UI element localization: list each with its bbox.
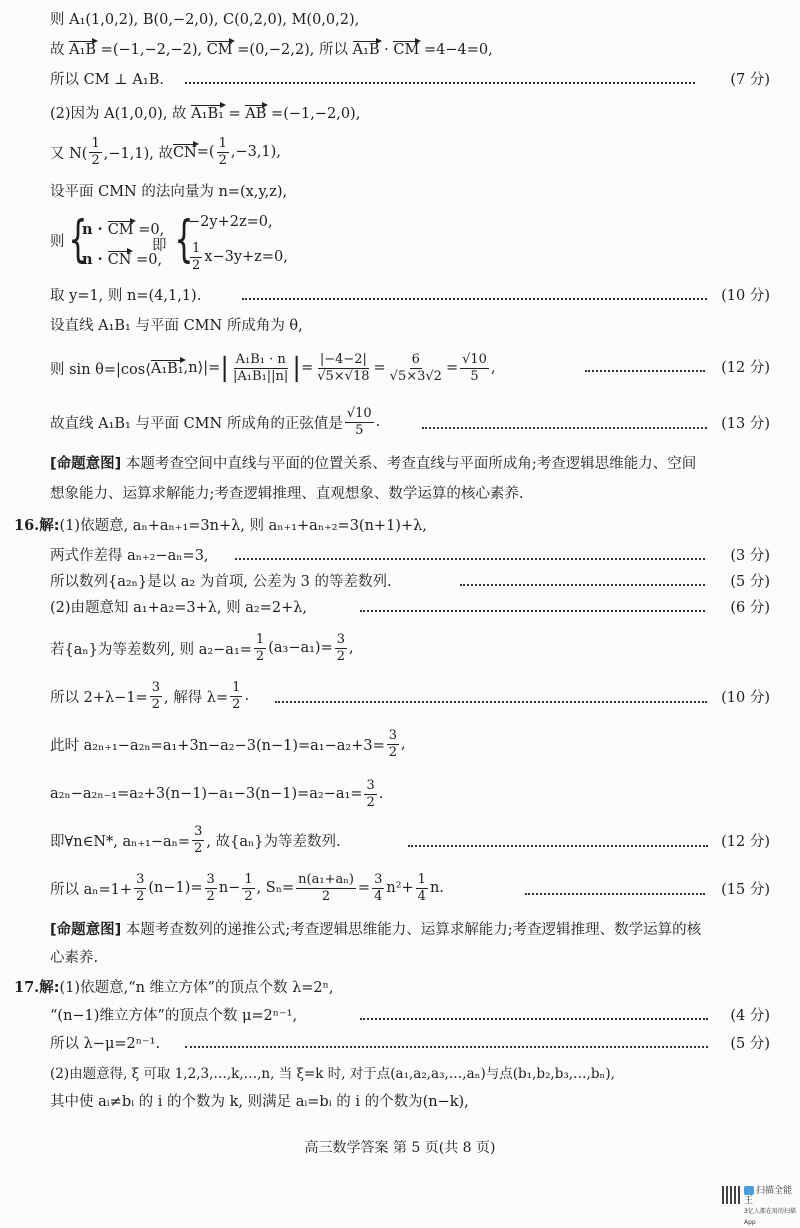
scanner-logo-icon — [744, 1186, 754, 1195]
denominator: 5 — [470, 368, 479, 384]
numerator: √10 — [346, 405, 372, 421]
numerator: 3 — [136, 871, 145, 887]
fraction — [296, 872, 356, 905]
coords-text: 则 A₁(1,0,2), B(0,−2,0), C(0,2,0), M(0,0,2), — [50, 12, 360, 28]
text: 想象能力、运算求解能力;考查逻辑推理、直观想象、数学运算的核心素养. — [50, 486, 524, 502]
numerator: 3 — [388, 727, 398, 743]
text: . — [378, 786, 384, 802]
solution-tag: 解: — [39, 518, 60, 534]
text: 所以 λ−μ=2ⁿ⁻¹. — [50, 1036, 161, 1052]
score-dots — [235, 558, 705, 560]
question-17-header — [14, 978, 800, 998]
text: (2)由题意知 a₁+a₂=3+λ, 则 a₂=2+λ, — [50, 600, 308, 616]
fraction — [315, 352, 371, 385]
text: =0, — [131, 252, 163, 268]
numerator: 1 — [91, 135, 100, 151]
text: −2y+2z=0, — [188, 214, 273, 230]
text: n²+ — [386, 880, 414, 896]
text-line — [50, 104, 800, 124]
equation-line — [50, 346, 496, 390]
denominator: |A₁B₁||n| — [233, 368, 289, 384]
score-label: (10 分) — [721, 288, 770, 304]
denominator: 4 — [417, 888, 426, 904]
text-line — [50, 598, 800, 618]
fraction — [230, 680, 242, 713]
text: . — [375, 414, 381, 430]
text: , 故{aₙ}为等差数列. — [206, 833, 341, 850]
text: a₂ₙ−a₂ₙ₋₁=a₂+3(n−1)−a₁−3(n−1)=a₂−a₁= — [50, 786, 363, 802]
denominator: 2 — [336, 648, 346, 664]
score-label: (5 分) — [730, 1036, 770, 1052]
text: = — [445, 360, 459, 376]
denominator: 2 — [194, 840, 203, 856]
text: (1)依题意,“n 维立方体”的顶点个数 λ=2ⁿ, — [59, 980, 334, 996]
score-dots — [360, 610, 705, 612]
denominator: 2 — [206, 888, 215, 904]
solution-tag: 解: — [39, 980, 60, 996]
numerator: 1 — [232, 679, 241, 695]
intent-tag: [命题意图] — [50, 922, 122, 938]
fraction — [372, 872, 384, 905]
text-line — [50, 546, 800, 566]
vector-a1b1: A₁B₁ — [150, 361, 184, 377]
text: “(n−1)维立方体”的顶点个数 μ=2ⁿ⁻¹, — [50, 1008, 298, 1024]
numerator: 1 — [218, 135, 227, 151]
text: 设直线 A₁B₁ 与平面 CMN 所成角为 θ, — [50, 318, 303, 334]
text: ,−1,1), 故 — [103, 145, 173, 162]
denominator: 2 — [151, 696, 160, 712]
text: , Sₙ= — [256, 880, 295, 896]
fraction — [345, 406, 374, 439]
intent-line — [50, 948, 800, 968]
denominator: √5×3√2 — [389, 368, 442, 384]
intent-tag: [命题意图] — [50, 456, 122, 472]
score-dots — [525, 893, 705, 895]
text: 本题考查数列的递推公式;考查逻辑思维能力、运算求解能力;考查逻辑推理、数学运算的核 — [121, 922, 702, 938]
text: , — [401, 736, 406, 752]
text: 即 — [152, 238, 167, 254]
text: 此时 a₂ₙ₊₁−a₂ₙ=a₁+3n−a₂−3(n−1)=a₁−a₂+3= — [50, 737, 385, 754]
text: 则 sin θ=|cos⟨ — [50, 361, 151, 378]
intent-line — [50, 454, 800, 474]
fraction — [190, 241, 202, 274]
equation-line — [50, 676, 249, 716]
text: , — [349, 640, 354, 656]
score-label: (4 分) — [730, 1008, 770, 1024]
brace-icon: { — [174, 210, 194, 268]
score-dots — [242, 298, 707, 300]
score-label: (12 分) — [721, 360, 770, 376]
score-dots — [422, 427, 707, 429]
denominator: 5 — [355, 422, 364, 438]
text-line — [50, 402, 380, 442]
equation-line — [50, 628, 354, 668]
numerator: A₁B₁ · n — [235, 351, 286, 367]
page-footer: 高三数学答案 第 5 页(共 8 页) — [304, 1140, 496, 1156]
question-16-header — [14, 516, 800, 536]
text: 故直线 A₁B₁ 与平面 CMN 所成角的正弦值是 — [50, 415, 343, 432]
scanner-name: 扫描全能王 — [744, 1186, 793, 1206]
fraction — [192, 824, 204, 857]
question-number: 17. — [14, 979, 40, 996]
text: =0, — [133, 222, 165, 238]
denominator: 2 — [192, 257, 201, 273]
text-line — [50, 40, 800, 60]
numerator: 3 — [151, 679, 160, 695]
equation-line — [50, 774, 383, 814]
intent-line — [50, 920, 800, 940]
score-dots — [460, 584, 705, 586]
text-line — [50, 10, 800, 30]
text: 其中使 aᵢ≠bᵢ 的 i 的个数为 k, 则满足 aᵢ=bᵢ 的 i 的个数为(n−k), — [50, 1094, 469, 1110]
text-line — [50, 1006, 800, 1026]
text: = — [301, 360, 314, 376]
text: 即∀n∈N*, aₙ₊₁−aₙ= — [50, 833, 191, 850]
denominator: 2 — [91, 152, 100, 168]
equation-line — [50, 820, 341, 860]
scanner-subtitle: 3亿人都在用的扫描App — [744, 1208, 796, 1226]
fraction — [89, 136, 101, 169]
fraction — [460, 352, 489, 385]
score-label: (15 分) — [721, 882, 770, 898]
score-dots — [275, 701, 707, 703]
text: 则 — [50, 234, 65, 250]
text: 若{aₙ}为等差数列, 则 a₂−a₁= — [50, 641, 252, 658]
denominator: 2 — [232, 696, 241, 712]
denominator: 4 — [374, 888, 383, 904]
text: 设平面 CMN 的法向量为 n=(x,y,z), — [50, 184, 288, 200]
text: 取 y=1, 则 n=(4,1,1). — [50, 288, 202, 304]
text: 本题考查空间中直线与平面的位置关系、考查直线与平面所成角;考查逻辑思维能力、空间 — [121, 456, 697, 472]
text: =(−1,−2,0), — [266, 106, 361, 122]
denominator: 2 — [136, 888, 145, 904]
equation-line — [188, 212, 800, 232]
denominator: 2 — [366, 794, 375, 810]
numerator: 3 — [366, 777, 375, 793]
text: 故 — [50, 42, 70, 58]
text: 又 N( — [50, 145, 88, 162]
text: (a₃−a₁)= — [268, 640, 333, 656]
text: x−3y+z=0, — [204, 249, 288, 265]
numerator: √10 — [462, 351, 487, 367]
text: ,n⟩|= — [183, 360, 221, 376]
qr-code-icon — [722, 1186, 740, 1204]
text: n · — [82, 251, 108, 268]
score-label: (12 分) — [721, 834, 770, 850]
numerator: 1 — [192, 240, 201, 256]
text: n− — [218, 880, 241, 896]
text: , 解得 λ= — [163, 689, 229, 706]
vector-ab: AB — [245, 106, 267, 122]
text: (2)因为 A(1,0,0), 故 — [50, 106, 192, 122]
text: (n−1)= — [148, 880, 203, 896]
fraction — [150, 680, 162, 713]
score-dots — [185, 82, 695, 84]
text: n. — [429, 880, 444, 896]
numerator: n(a₁+aₙ) — [298, 871, 354, 887]
text: =( — [196, 144, 215, 160]
equation-line — [188, 240, 288, 274]
score-label: (7 分) — [730, 72, 770, 88]
text: =(0,−2,2), 所以 — [232, 42, 353, 58]
text: 所以 aₙ=1+ — [50, 881, 133, 898]
vector-a1b1: A₁B₁ — [191, 106, 224, 122]
text: . — [244, 688, 250, 704]
fraction — [388, 352, 444, 385]
text: 所以 2+λ−1= — [50, 689, 148, 706]
vector-cn: CN — [107, 252, 132, 268]
fraction — [254, 632, 266, 665]
score-dots — [408, 845, 708, 847]
fraction — [416, 872, 428, 905]
denominator: 2 — [218, 152, 227, 168]
fraction — [217, 136, 229, 169]
denominator: 2 — [388, 744, 398, 760]
denominator: √5×√18 — [317, 368, 370, 384]
numerator: 1 — [417, 871, 426, 887]
text-line — [50, 286, 800, 306]
equation-line — [50, 724, 406, 764]
text: = — [357, 880, 371, 896]
score-label: (5 分) — [730, 574, 770, 590]
score-label: (6 分) — [730, 600, 770, 616]
fraction — [134, 872, 146, 905]
vector-cm: CM — [206, 42, 233, 58]
numerator: 3 — [336, 631, 346, 647]
numerator: |−4−2| — [319, 351, 367, 367]
text: =4−4=0, — [419, 42, 493, 58]
text-line — [50, 316, 800, 336]
denominator: 2 — [321, 888, 331, 904]
intent-line — [50, 484, 800, 504]
numerator: 6 — [411, 351, 420, 367]
text-line — [50, 134, 281, 170]
fraction — [364, 778, 376, 811]
text: = — [223, 106, 246, 122]
score-dots — [585, 370, 705, 372]
text: =(−1,−2,−2), — [96, 42, 207, 58]
denominator: 2 — [244, 888, 253, 904]
text: (2)由题意得, ξ 可取 1,2,3,…,k,…,n, 当 ξ=k 时, 对于点(a₁,a₂,a₃,…,aₙ)与点(b₁,b₂,b₃,…,bₙ), — [50, 1066, 615, 1082]
text-line — [50, 182, 800, 202]
text: , — [490, 360, 496, 376]
fraction — [231, 352, 290, 385]
brace-icon: { — [68, 210, 88, 268]
fraction — [335, 632, 347, 665]
numerator: 3 — [194, 823, 203, 839]
numerator: 1 — [244, 871, 253, 887]
text: 所以 CM ⊥ A₁B. — [50, 72, 164, 88]
numerator: 3 — [374, 871, 383, 887]
vector-a1b: A₁B — [69, 42, 97, 58]
abs-bar: | — [292, 353, 302, 383]
text: 心素养. — [50, 950, 99, 966]
text-line — [50, 1034, 800, 1054]
text: ,−3,1), — [230, 144, 281, 160]
score-dots — [185, 1046, 708, 1048]
numerator: 3 — [206, 871, 215, 887]
text-line — [50, 70, 800, 90]
equation-line — [50, 868, 444, 908]
denominator: 2 — [255, 648, 265, 664]
fraction — [242, 872, 254, 905]
text: · — [379, 42, 394, 58]
abs-bar: | — [220, 353, 230, 383]
score-label: (13 分) — [721, 416, 770, 432]
numerator: 1 — [255, 631, 265, 647]
text: = — [373, 360, 386, 376]
fraction — [205, 872, 217, 905]
vector-cn: CN — [172, 145, 197, 161]
fraction — [387, 728, 399, 761]
score-label: (10 分) — [721, 690, 770, 706]
question-number: 16. — [14, 517, 40, 534]
text: (1)依题意, aₙ+aₙ₊₁=3n+λ, 则 aₙ₊₁+aₙ₊₂=3(n+1)+λ, — [59, 518, 427, 534]
vector-a1b: A₁B — [352, 42, 380, 58]
text: 两式作差得 aₙ₊₂−aₙ=3, — [50, 548, 209, 564]
text-line — [50, 572, 800, 592]
scanner-watermark — [744, 1186, 800, 1228]
score-dots — [360, 1018, 708, 1020]
vector-cm: CM — [107, 222, 134, 238]
text: 所以数列{a₂ₙ}是以 a₂ 为首项, 公差为 3 的等差数列. — [50, 574, 392, 590]
vector-cm: CM — [393, 42, 420, 58]
text-line — [50, 1092, 800, 1112]
score-label: (3 分) — [730, 548, 770, 564]
text-line — [50, 1064, 800, 1084]
text: n · — [82, 221, 108, 238]
